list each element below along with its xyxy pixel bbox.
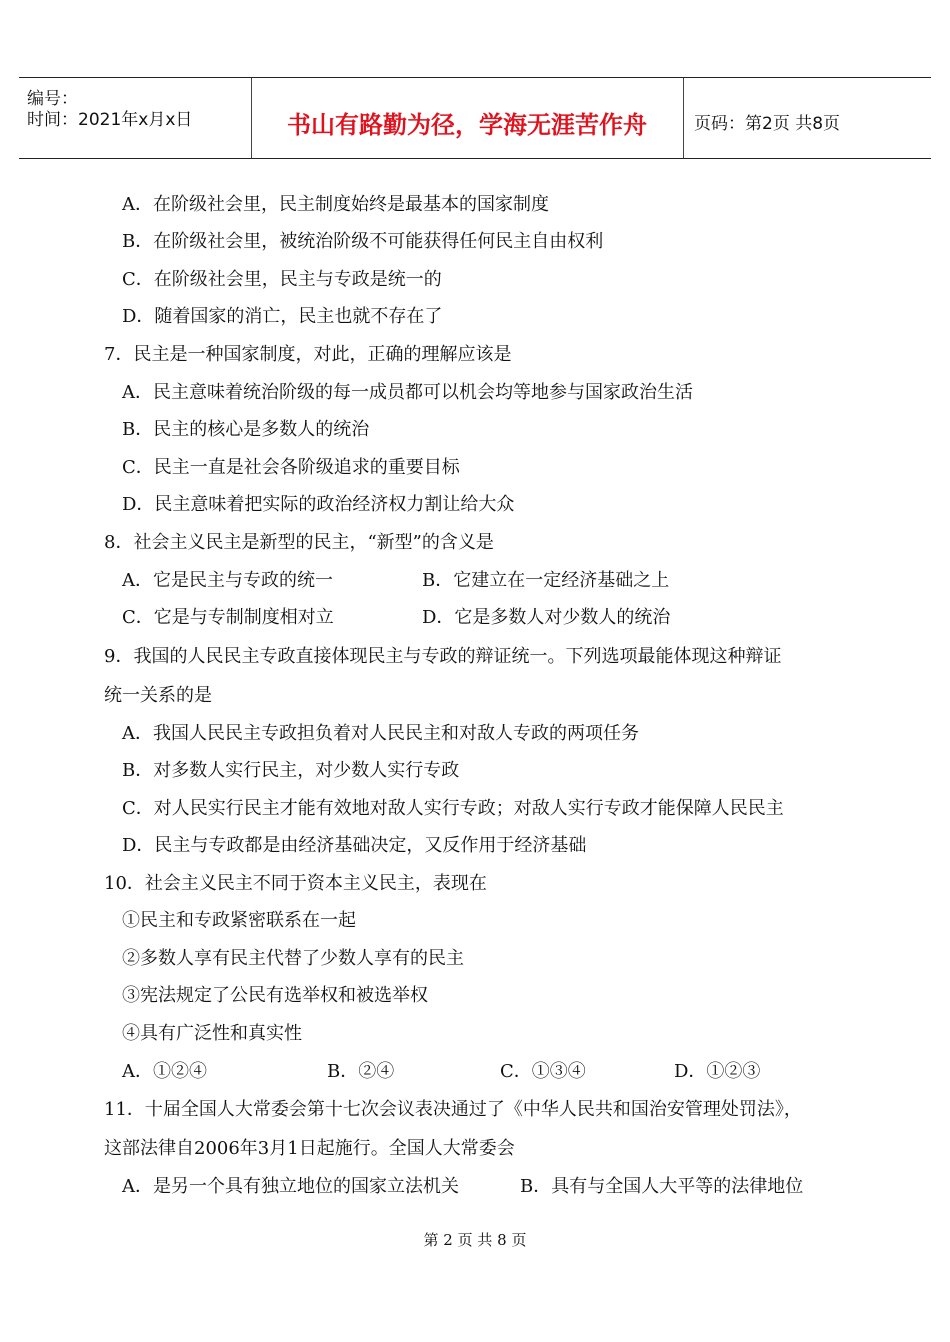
option-line: D．民主与专政都是由经济基础决定，又反作用于经济基础 <box>122 835 587 856</box>
option-line: B．对多数人实行民主，对少数人实行专政 <box>122 760 460 781</box>
question-line: 11．十届全国人大常委会第十七次会议表决通过了《中华人民共和国治安管理处罚法》， <box>104 1099 802 1120</box>
question-line: 7．民主是一种国家制度，对此，正确的理解应该是 <box>104 344 512 365</box>
statement-line: ④具有广泛性和真实性 <box>122 1023 302 1044</box>
header-left-cell <box>19 78 252 158</box>
question-line: 这部法律自2006年3月1日起施行。全国人大常委会 <box>104 1138 515 1159</box>
option-line: C．对人民实行民主才能有效地对敌人实行专政；对敌人实行专政才能保障人民民主 <box>122 798 784 819</box>
option-line: C．民主一直是社会各阶级追求的重要目标 <box>122 457 460 478</box>
option-line: B．②④ <box>327 1061 395 1082</box>
header-center-cell <box>252 78 682 158</box>
option-line: B．它建立在一定经济基础之上 <box>422 570 670 591</box>
time-label: 时间：2021年x月x日 <box>27 110 193 130</box>
option-line: A．民主意味着统治阶级的每一成员都可以机会均等地参与国家政治生活 <box>122 382 693 403</box>
question-line: 9．我国的人民民主专政直接体现民主与专政的辩证统一。下列选项最能体现这种辩证 <box>104 646 782 667</box>
option-line: B．民主的核心是多数人的统治 <box>122 419 370 440</box>
option-line: D．它是多数人对少数人的统治 <box>422 607 671 628</box>
option-line: B．具有与全国人大平等的法律地位 <box>520 1176 804 1197</box>
statement-line: ③宪法规定了公民有选举权和被选举权 <box>122 985 428 1006</box>
option-line: D．随着国家的消亡，民主也就不存在了 <box>122 306 443 327</box>
option-line: C．在阶级社会里，民主与专政是统一的 <box>122 269 442 290</box>
question-line: 统一关系的是 <box>104 685 212 706</box>
question-line: 10．社会主义民主不同于资本主义民主，表现在 <box>104 873 487 894</box>
question-line: 8．社会主义民主是新型的民主，“新型”的含义是 <box>104 532 494 553</box>
option-line: A．在阶级社会里，民主制度始终是最基本的国家制度 <box>122 194 549 215</box>
page-header <box>19 77 931 159</box>
option-line: A．是另一个具有独立地位的国家立法机关 <box>122 1176 459 1197</box>
option-line: A．它是民主与专政的统一 <box>122 570 333 591</box>
page-label: 页码：第2页 共8页 <box>694 114 841 134</box>
option-line: A．①②④ <box>122 1061 207 1082</box>
page-footer: 第 2 页 共 8 页 <box>423 1231 527 1249</box>
option-line: C．它是与专制制度相对立 <box>122 607 334 628</box>
number-label: 编号： <box>27 89 78 109</box>
header-motto: 书山有路勤为径，学海无涯苦作舟 <box>287 111 647 139</box>
option-line: B．在阶级社会里，被统治阶级不可能获得任何民主自由权利 <box>122 231 604 252</box>
option-line: A．我国人民民主专政担负着对人民民主和对敌人专政的两项任务 <box>122 723 639 744</box>
header-right-cell <box>683 78 932 158</box>
option-line: D．①②③ <box>674 1061 761 1082</box>
option-line: D．民主意味着把实际的政治经济权力割让给大众 <box>122 494 515 515</box>
option-line: C．①③④ <box>500 1061 586 1082</box>
statement-line: ①民主和专政紧密联系在一起 <box>122 910 356 931</box>
statement-line: ②多数人享有民主代替了少数人享有的民主 <box>122 948 464 969</box>
